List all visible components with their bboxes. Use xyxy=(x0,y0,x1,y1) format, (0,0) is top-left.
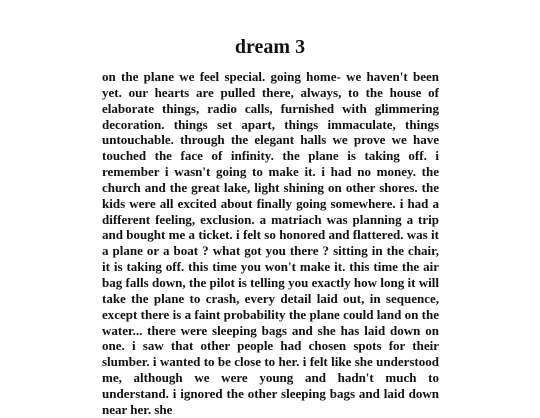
document-title: dream 3 xyxy=(234,36,306,58)
document-body-text: on the plane we feel special. going home- we haven't been yet. our hearts are pulled there, always, to the house of elaborate things, radio calls, furnished with glimmering decoration. things set apart, things immaculate, things untouchable. through the elegant halls we prove we have touched the face of infinity. the plane is taking off. i remember i wasn't going to make it. i had no money. the church and the great lake, light shining on other shores. the kids were all excited about finally going somewhere. i had a different feeling, exclusion. a matriach was planning a trip and bought me a ticket. i felt so honored and flattered. was it a plane or a boat ? what got you there ? sitting in the chair, it is taking off. this time you won't make it. this time the air bag falls down, the pilot is telling you exactly how long it will take the plane to crash, every detail laid out, in sequence, except there is a faint probability the plane could land on the water... there were sleeping bags and she has laid down on one. i saw that other people had chosen spots for their slumber. i wanted to be close to her. i felt like she understood me, although we were young and hadn't much to understand. i ignored the other sleeping bags and laid down near her. she xyxy=(102,69,439,417)
